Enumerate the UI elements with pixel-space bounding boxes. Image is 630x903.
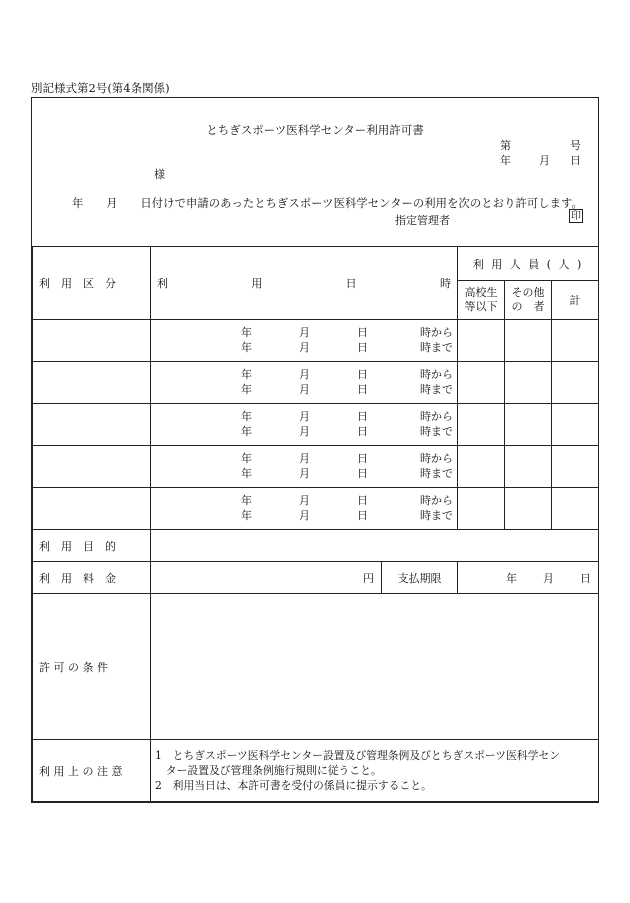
to-year: 年 <box>241 508 252 522</box>
from-year: 年 <box>241 326 252 339</box>
number-prefix: 第 <box>500 139 511 152</box>
from-month: 月 <box>299 494 310 507</box>
payment-due-date-cell[interactable] <box>458 562 598 593</box>
conditions-input-cell[interactable] <box>151 594 599 740</box>
highschool-col-header <box>458 281 505 320</box>
to-month: 月 <box>299 466 310 480</box>
highschool-count-cell[interactable] <box>458 446 505 488</box>
other-col-header <box>505 281 552 320</box>
to-month: 月 <box>299 382 310 396</box>
notes-label: 利 用 上 の 注 意 <box>39 764 123 778</box>
from-year: 年 <box>241 368 252 381</box>
other-line2: の 者 <box>511 300 545 313</box>
highschool-count-cell[interactable] <box>458 320 505 362</box>
issue-day-label: 日 <box>570 154 581 167</box>
note-line-2: ター設置及び管理条例施行規則に従うこと。 <box>155 764 382 777</box>
from-day: 日 <box>357 410 368 423</box>
total-count-cell[interactable] <box>552 404 599 446</box>
to-hour: 時まで <box>420 424 453 438</box>
usage-table <box>32 246 599 802</box>
usage-row <box>33 404 599 446</box>
payment-due-label-cell <box>381 562 458 593</box>
to-month: 月 <box>299 508 310 522</box>
usage-row <box>33 446 599 488</box>
people-header-label: 利 用 人 員 ( 人 ) <box>472 257 584 271</box>
seal-stamp-box: 印 <box>571 211 581 222</box>
to-year: 年 <box>241 466 252 480</box>
to-month: 月 <box>299 340 310 354</box>
to-hour: 時まで <box>420 466 453 480</box>
issue-month-label: 月 <box>539 154 550 167</box>
datetime-cell[interactable] <box>151 404 458 446</box>
to-day: 日 <box>357 340 368 354</box>
total-count-cell[interactable] <box>552 362 599 404</box>
other-count-cell[interactable] <box>505 362 552 404</box>
from-hour: 時から <box>420 326 453 339</box>
other-count-cell[interactable] <box>505 320 552 362</box>
conditions-label-cell <box>33 594 151 740</box>
from-year: 年 <box>241 452 252 465</box>
due-year-label: 年 <box>506 571 517 585</box>
category-header-label: 利 用 区 分 <box>39 277 116 290</box>
datetime-char-1: 利 <box>157 277 168 290</box>
permit-statement: 年 月 日付けで申請のあったとちぎスポーツ医科学センターの利用を次のとおり許可します。 <box>72 197 583 210</box>
category-cell[interactable] <box>33 320 151 362</box>
category-cell[interactable] <box>33 362 151 404</box>
to-day: 日 <box>357 424 368 438</box>
from-year: 年 <box>241 494 252 507</box>
datetime-char-2: 用 <box>251 277 263 290</box>
note-line-3: 2 利用当日は、本許可書を受付の係員に提示すること。 <box>155 779 432 792</box>
form-header <box>32 98 598 246</box>
purpose-label-cell <box>33 530 151 562</box>
from-day: 日 <box>357 326 368 339</box>
notes-cell <box>151 740 599 802</box>
conditions-label: 許 可 の 条 件 <box>39 660 108 674</box>
highschool-line1: 高校生 <box>464 286 498 299</box>
from-month: 月 <box>299 452 310 465</box>
highschool-count-cell[interactable] <box>458 488 505 530</box>
total-count-cell[interactable] <box>552 446 599 488</box>
due-month-label: 月 <box>543 571 554 585</box>
total-col-header: 計 <box>552 281 599 320</box>
payment-due-label: 支払期限 <box>397 571 442 585</box>
usage-row <box>33 488 599 530</box>
from-hour: 時から <box>420 410 453 423</box>
from-year: 年 <box>241 410 252 423</box>
to-year: 年 <box>241 340 252 354</box>
category-cell[interactable] <box>33 404 151 446</box>
to-year: 年 <box>241 424 252 438</box>
usage-row <box>33 320 599 362</box>
yen-unit: 円 <box>363 571 374 585</box>
issue-year-label: 年 <box>500 154 511 167</box>
from-day: 日 <box>357 368 368 381</box>
other-count-cell[interactable] <box>505 488 552 530</box>
to-hour: 時まで <box>420 508 453 522</box>
form-number-label: 別記様式第2号(第4条関係) <box>31 81 170 95</box>
permit-form <box>31 97 599 803</box>
datetime-header <box>151 247 458 320</box>
form-title: とちぎスポーツ医科学センター利用許可書 <box>206 123 424 137</box>
from-day: 日 <box>357 452 368 465</box>
purpose-label: 利 用 目 的 <box>39 539 116 553</box>
usage-row <box>33 362 599 404</box>
category-cell[interactable] <box>33 488 151 530</box>
datetime-char-3: 日 <box>345 277 357 290</box>
people-header <box>458 247 599 281</box>
addressee-honorific: 様 <box>154 168 165 181</box>
to-hour: 時まで <box>420 382 453 396</box>
highschool-line2: 等以下 <box>464 300 498 313</box>
highschool-count-cell[interactable] <box>458 404 505 446</box>
other-count-cell[interactable] <box>505 446 552 488</box>
from-month: 月 <box>299 326 310 339</box>
fee-label-cell <box>33 562 151 594</box>
number-suffix: 号 <box>570 139 581 152</box>
purpose-input-cell[interactable] <box>151 530 599 562</box>
fee-label: 利 用 料 金 <box>39 571 116 585</box>
datetime-cell[interactable] <box>151 320 458 362</box>
to-day: 日 <box>357 466 368 480</box>
total-count-cell[interactable] <box>552 488 599 530</box>
to-month: 月 <box>299 424 310 438</box>
from-month: 月 <box>299 410 310 423</box>
to-year: 年 <box>241 382 252 396</box>
fee-input-cell[interactable] <box>151 562 381 593</box>
datetime-cell[interactable] <box>151 446 458 488</box>
to-day: 日 <box>357 382 368 396</box>
category-cell[interactable] <box>33 446 151 488</box>
other-count-cell[interactable] <box>505 404 552 446</box>
from-month: 月 <box>299 368 310 381</box>
note-line-1: 1 とちぎスポーツ医科学センター設置及び管理条例及びとちぎスポーツ医科学セン <box>155 749 561 762</box>
from-day: 日 <box>357 494 368 507</box>
category-header <box>33 247 151 320</box>
designated-manager-label: 指定管理者 <box>395 214 450 227</box>
other-line1: その他 <box>511 286 545 299</box>
total-count-cell[interactable] <box>552 320 599 362</box>
datetime-char-4: 時 <box>439 277 451 290</box>
from-hour: 時から <box>420 368 453 381</box>
notes-label-cell <box>33 740 151 802</box>
from-hour: 時から <box>420 494 453 507</box>
highschool-count-cell[interactable] <box>458 362 505 404</box>
from-hour: 時から <box>420 452 453 465</box>
to-day: 日 <box>357 508 368 522</box>
datetime-cell[interactable] <box>151 362 458 404</box>
due-day-label: 日 <box>580 571 591 585</box>
fee-row-cell <box>151 562 599 594</box>
to-hour: 時まで <box>420 340 453 354</box>
datetime-cell[interactable] <box>151 488 458 530</box>
